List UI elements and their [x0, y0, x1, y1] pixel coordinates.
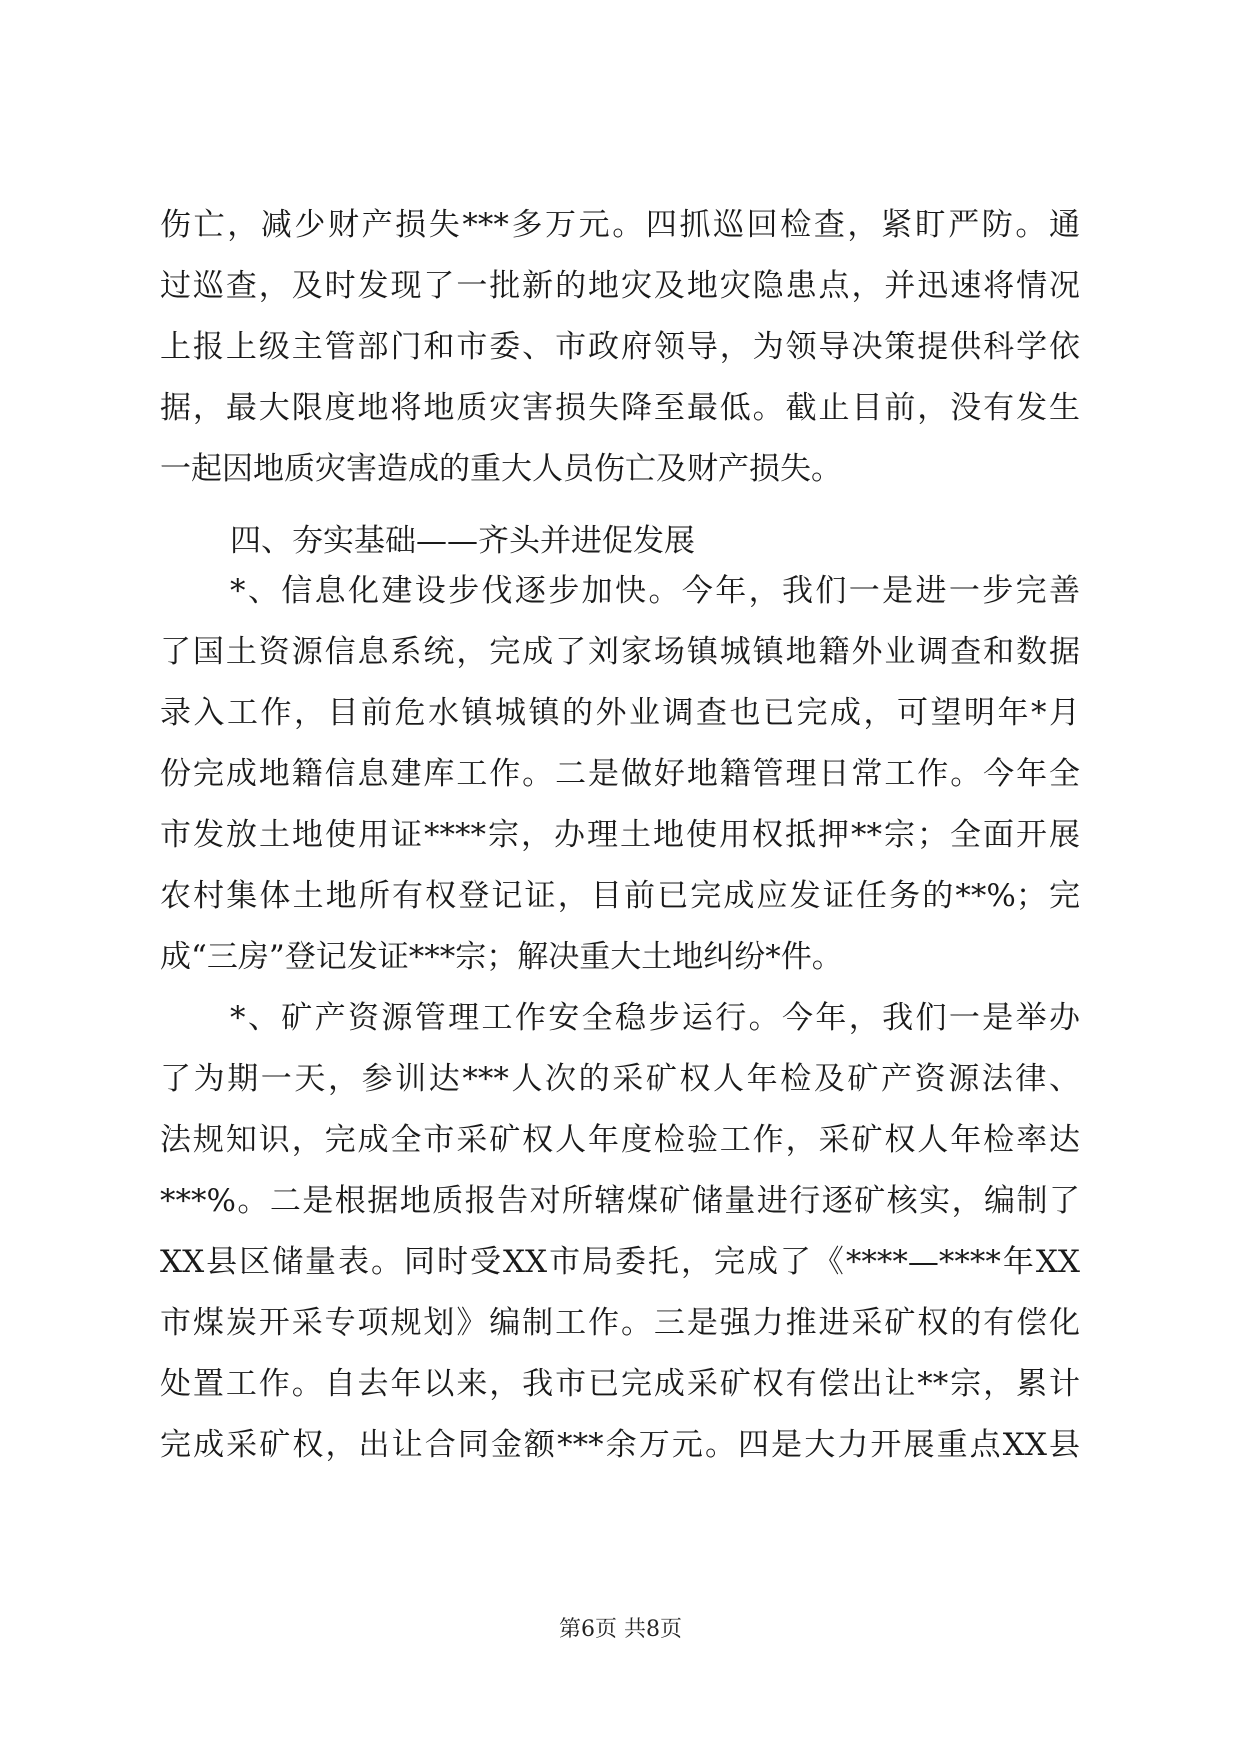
body-text-line: 一起因地质灾害造成的重大人员伤亡及财产损失。 — [160, 451, 842, 487]
body-text-line: 上报上级主管部门和市委、市政府领导，为领导决策提供科学依 — [160, 329, 1080, 365]
body-text-line: ***%。二是根据地质报告对所辖煤矿储量进行逐矿核实，编制了 — [160, 1183, 1080, 1219]
body-text-line: 了为期一天，参训达***人次的采矿权人年检及矿产资源法律、 — [160, 1061, 1080, 1097]
body-text-line: 份完成地籍信息建库工作。二是做好地籍管理日常工作。今年全 — [160, 756, 1080, 792]
body-text-line: 市发放土地使用证****宗，办理土地使用权抵押**宗；全面开展 — [160, 817, 1080, 853]
body-text-line: 过巡查，及时发现了一批新的地灾及地灾隐患点，并迅速将情况 — [160, 268, 1080, 304]
body-text-line: 录入工作，目前危水镇城镇的外业调查也已完成，可望明年*月 — [160, 695, 1080, 731]
body-text-line: 处置工作。自去年以来，我市已完成采矿权有偿出让**宗，累计 — [160, 1366, 1080, 1402]
body-text-line: *、信息化建设步伐逐步加快。今年，我们一是进一步完善 — [230, 573, 1080, 609]
body-text-line: XX县区储量表。同时受XX市局委托，完成了《****—****年XX — [160, 1244, 1080, 1280]
body-text-line: 了国土资源信息系统，完成了刘家场镇城镇地籍外业调查和数据 — [160, 634, 1080, 670]
section-heading: 四、夯实基础——齐头并进促发展 — [230, 523, 695, 559]
body-text-line: 市煤炭开采专项规划》编制工作。三是强力推进采矿权的有偿化 — [160, 1305, 1080, 1341]
body-text-line: 据，最大限度地将地质灾害损失降至最低。截止目前，没有发生 — [160, 390, 1080, 426]
page-number-footer: 第6页 共8页 — [559, 1617, 682, 1642]
body-text-line: 伤亡，减少财产损失***多万元。四抓巡回检查，紧盯严防。通 — [160, 207, 1080, 243]
body-text-line: *、矿产资源管理工作安全稳步运行。今年，我们一是举办 — [230, 1000, 1080, 1036]
body-text-line: 农村集体土地所有权登记证，目前已完成应发证任务的**%；完 — [160, 878, 1080, 914]
body-text-line: 成“三房”登记发证***宗；解决重大土地纠纷*件。 — [160, 939, 843, 975]
body-text-line: 完成采矿权，出让合同金额***余万元。四是大力开展重点XX县 — [160, 1427, 1080, 1463]
body-text-line: 法规知识，完成全市采矿权人年度检验工作，采矿权人年检率达 — [160, 1122, 1080, 1158]
